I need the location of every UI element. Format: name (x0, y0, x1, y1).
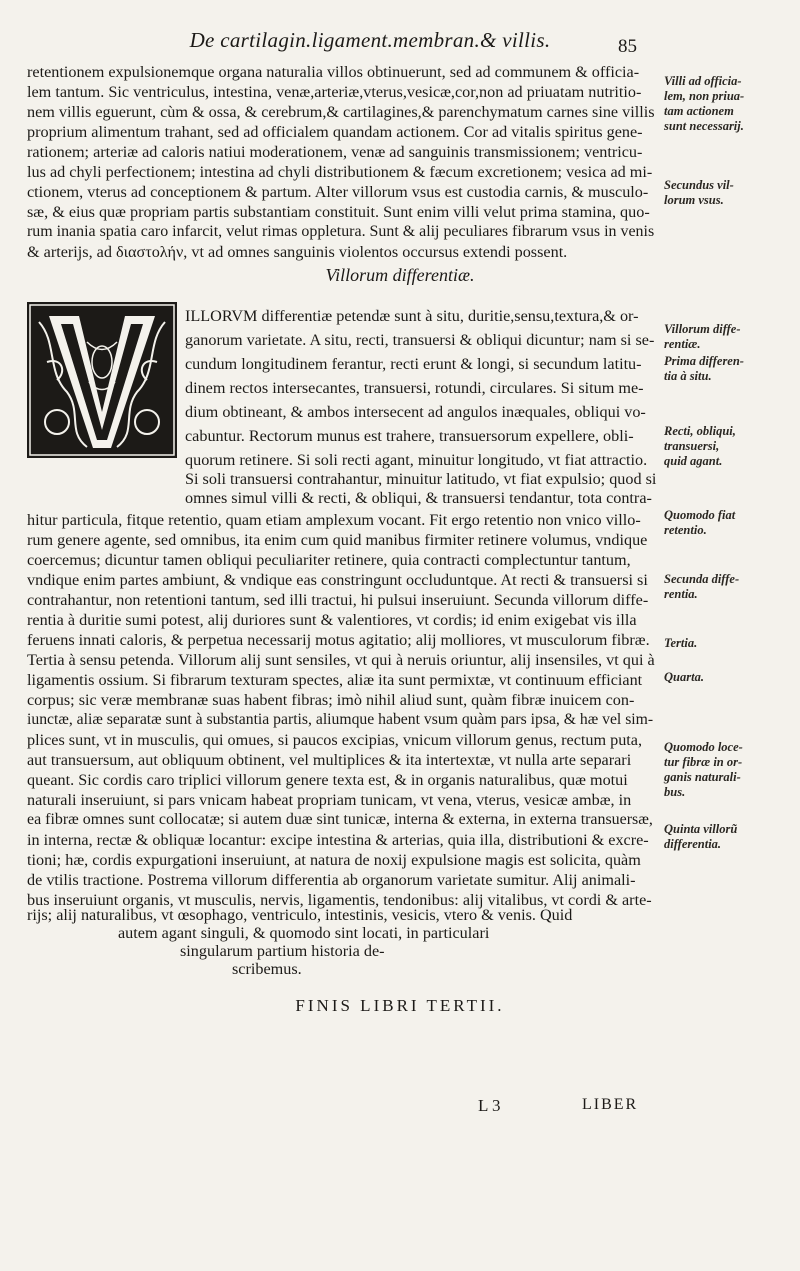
text-line: corpus; sic veræ membranæ suas habent fibras; imò nihil aliud sunt, quàm fibræ inuicem con- (27, 691, 635, 709)
text-line: naturali inseruiunt, si pars vnicam habeat propriam tunicam, vt vena, vterus, vesicæ ambæ, in (27, 791, 632, 809)
text-line: de vtilis tractione. Postrema villorum differentia ab organorum varietate sumitur. Alij animali- (27, 871, 636, 889)
margin-note (664, 74, 798, 134)
margin-note-line: Prima differen- (664, 354, 744, 368)
margin-note-line: tam actionem (664, 104, 734, 118)
margin-note-line: Quinta villorũ (664, 822, 738, 836)
initial-v-ornament (27, 302, 177, 458)
text-line: aut transuersum, aut obliquum obtinent, vel multiplices & ita intertextæ, vt nulla arte separari (27, 751, 632, 769)
text-line: nem villis eguerunt, cùm & ossa, & cerebrum,& cartilagines,& parenchymatum carnes sine villis (27, 103, 655, 121)
margin-note-line: tia à situ. (664, 369, 712, 383)
margin-note-line: sunt necessarij. (664, 119, 744, 133)
text-line: dium obtineant, & ambos intersecent ad angulos inæquales, obliqui vo- (185, 403, 646, 421)
margin-note-line: retentio. (664, 523, 707, 537)
text-line: vndique enim partes ambiunt, & vndique eas constringunt occluduntque. At recti & transuersi si (27, 571, 648, 589)
text-line: cabuntur. Rectorum munus est trahere, transuersorum expellere, obli- (185, 427, 634, 445)
text-line: proprium alimentum trahant, sed ad officialem quandam actionem. Cor ad vitalis spiritus gene- (27, 123, 643, 141)
text-line: omnes simul villi & recti, & obliqui, & transuersi tendantur, tota contra- (185, 489, 652, 507)
text-line: ligamentis ossium. Si fibrarum texturam spectes, aliæ ita sunt permixtæ, vt continuum efficiant (27, 671, 643, 689)
text-line: coercemus; dicuntur tamen obliqui peculiariter retinere, quia contracti complectuntur tantum, (27, 551, 631, 569)
margin-note-line: Quomodo fiat (664, 508, 736, 522)
text-line: quorum retinere. Si soli recti agant, minuitur longitudo, vt fiat attractio. (185, 451, 648, 469)
margin-note-line: lem, non priua- (664, 89, 745, 103)
margin-note-line: Tertia. (664, 636, 698, 650)
margin-note-line: Villorum diffe- (664, 322, 741, 336)
margin-note (664, 424, 798, 469)
text-line: ganorum varietate. A situ, recti, transuersi & obliqui dicuntur; nam si se- (185, 331, 655, 349)
text-line: bus inseruiunt organis, vt musculis, nervis, ligamentis, tendonibus: alij vitalibus, vt cordi & arte- (27, 891, 652, 909)
text-line: rum genere agente, sed omnibus, ita enim cum quid manibus firmiter retinere volumus, vndique (27, 531, 648, 549)
text-line: autem agant singuli, & quomodo sint locati, in particulari (118, 924, 490, 942)
text-line: tioni; hæ, cordis expurgationi inseruiunt, at natura de noxij expulsione magis est solicita, quàm (27, 851, 641, 869)
margin-note (664, 572, 798, 602)
margin-note-line: Quarta. (664, 670, 704, 684)
margin-note (664, 670, 798, 685)
text-line: rationem; arteriæ ad caloris natiui moderationem, venæ ad sanguinis transmissionem; ventricu- (27, 143, 643, 161)
margin-note (664, 178, 798, 208)
text-line: lem tantum. Sic ventriculus, intestina, venæ,arteriæ,vterus,vesicæ,cor,non ad priuatam nutritio- (27, 83, 642, 101)
margin-note (664, 508, 798, 538)
margin-note-line: ganis naturali- (664, 770, 741, 784)
margin-note (664, 354, 798, 384)
text-line: & arterijs, ad διαστολήν, vt ad omnes sanguinis violentos occursus extendi possent. (27, 243, 568, 261)
text-line: iunctæ, aliæ separatæ sunt à substantia partis, aliumque habent vsum quàm pars ipsa, & hæ vel sim- (27, 711, 654, 728)
text-line: ILLORVM differentiæ petendæ sunt à situ, duritie,sensu,textura,& or- (185, 307, 639, 325)
decorated-initial-v (27, 302, 177, 458)
text-line: ctionem, vterus ad conceptionem & partum. Alter villorum vsus est custodia carnis, & musculo- (27, 183, 649, 201)
text-line: lus ad chyli perfectionem; intestina ad chyli distributionem & fæcum excretionem; vesica ad mi- (27, 163, 653, 181)
text-line: in interna, rectæ & obliquæ locantur: excipe intestina & arterias, quia illa, distributioni & excre- (27, 831, 649, 849)
margin-note-line: Villi ad officia- (664, 74, 742, 88)
margin-note-line: rentia. (664, 587, 698, 601)
text-line: retentionem expulsionemque organa naturalia villos obtinuerunt, sed ad communem & officia- (27, 63, 640, 81)
margin-note (664, 822, 798, 852)
margin-note-line: rentiæ. (664, 337, 701, 351)
margin-note-line: Recti, obliqui, (664, 424, 736, 438)
text-line: Tertia à sensu petenda. Villorum alij sunt sensiles, vt qui à neruis oriuntur, alij insensiles, vt qui à (27, 651, 655, 669)
text-line: rentia à duritie sumi potest, alij duriores sunt & valentiores, vt cordis; id enim exigebat vis illa (27, 611, 637, 629)
text-line: plices sunt, vt in musculis, qui omues, si paucos excipias, vnicum villorum genus, rectum puta, (27, 731, 643, 749)
margin-note-line: Secundus vil- (664, 178, 734, 192)
finis-libri: FINIS LIBRI TERTII. (295, 996, 505, 1015)
margin-note-line: transuersi, (664, 439, 720, 453)
text-line: Si soli transuersi contrahantur, minuitur latitudo, vt fiat expulsio; quod si (185, 470, 657, 488)
signature-mark: L 3 (478, 1096, 501, 1115)
text-line: sæ, & eius quæ propriam partis substantiam constituit. Sunt enim villi velut prima stamina, quo- (27, 203, 650, 221)
section-heading: Villorum differentiæ. (325, 265, 475, 285)
margin-note-line: lorum vsus. (664, 193, 724, 207)
text-line: hitur particula, fitque retentio, quam etiam amplexum vocant. Fit ergo retentio non vnico villo- (27, 511, 641, 529)
margin-note-line: Quomodo loce- (664, 740, 743, 754)
running-title: De cartilagin.ligament.membran.& villis. (189, 28, 551, 52)
margin-note-line: tur fibræ in or- (664, 755, 743, 769)
text-line: cundum longitudinem ferantur, recti erunt & longi, si secundum latitu- (185, 355, 642, 373)
text-line: rijs; alij naturalibus, vt œsophago, ventriculo, intestinis, vesicis, vtero & venis. Quid (27, 906, 573, 924)
margin-note (664, 740, 798, 800)
text-line: singularum partium historia de- (180, 942, 385, 960)
text-line: dinem rectos intersecantes, transuersi, rotundi, circulares. Si situm me- (185, 379, 644, 397)
page-number: 85 (618, 36, 637, 57)
text-line: ea fibræ omnes sunt collocatæ; si autem duæ sint tunicæ, interna & externa, in externa transuersæ, (27, 811, 653, 828)
text-line: queant. Sic cordis caro triplici villorum genere texta est, & in organis naturalibus, quæ motui (27, 771, 628, 789)
margin-note (664, 322, 798, 352)
margin-note-line: quid agant. (664, 454, 723, 468)
margin-note-line: bus. (664, 785, 686, 799)
text-line: feruens innati caloris, & perpetua necessarij motus agitatio; alij molliores, vt musculorum fibræ. (27, 631, 650, 649)
margin-note-line: Secunda diffe- (664, 572, 740, 586)
margin-note-line: differentia. (664, 837, 722, 851)
text-line: scribemus. (232, 960, 302, 978)
text-line: contrahantur, non retentioni tantum, sed illi tractui, hi pulsui inseruiunt. Secunda villorum diffe- (27, 591, 649, 609)
text-line: rum inania spatia caro infarcit, velut rimas oppletura. Sunt & alij peculiares fibrarum vsus in venis (27, 223, 655, 240)
catchword: LIBER (582, 1096, 639, 1113)
margin-note (664, 636, 798, 651)
